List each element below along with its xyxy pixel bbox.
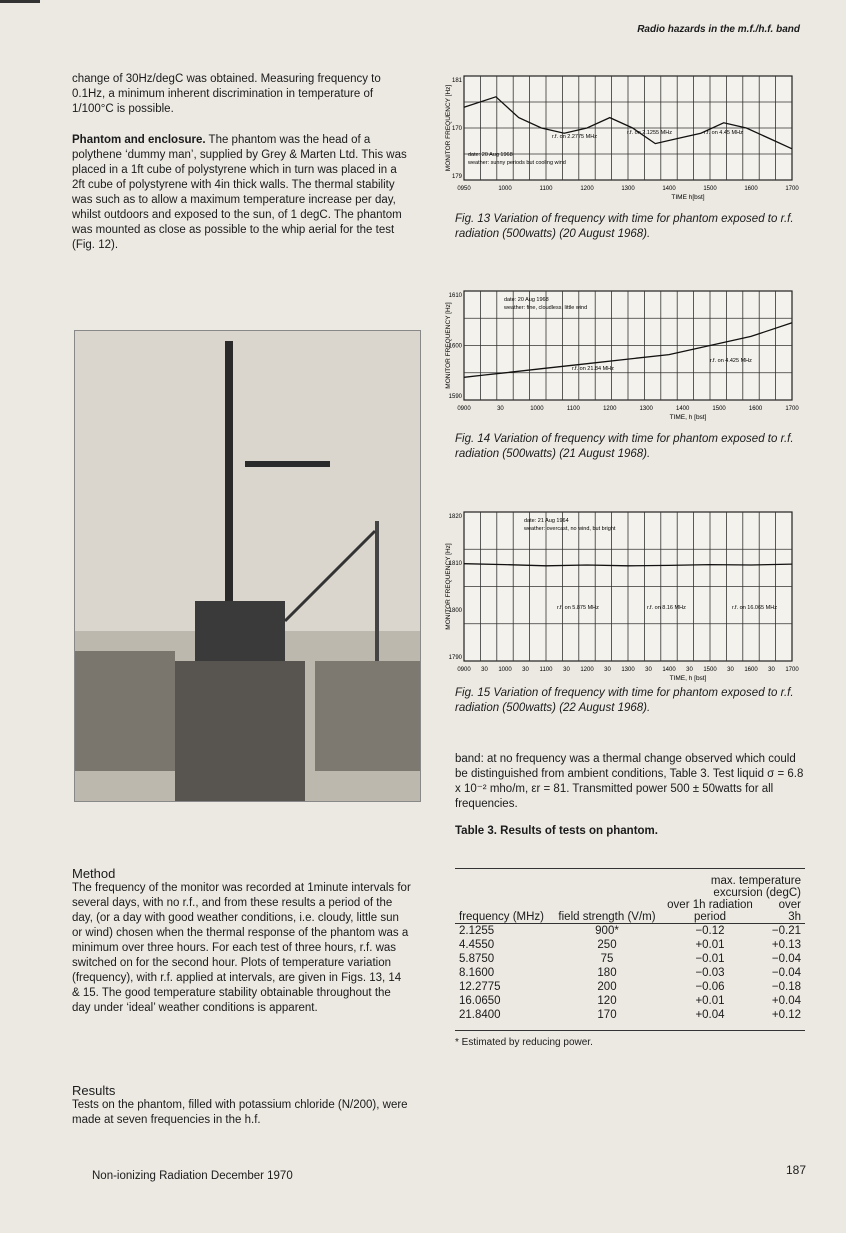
chart-annotation: r.f. on 16.065 MHz [732,605,777,611]
cell-over-1h: −0.06 [695,981,725,993]
y-tick-label: 181 [451,78,462,84]
x-axis-label: TIME, h [bst] [669,675,707,682]
cell-over-3h: +0.13 [771,939,801,951]
x-tick-label: 1500 [703,186,717,192]
phantom-text: The phantom was the head of a polythene ‘dummy man’, supplied by Grey & Marten Ltd. This was placed in a 1ft cube of polystyrene which in turn was placed in a 2ft cube of polystyrene with 4in thick walls. The thermal stability was such as to allow a maximum temperature increase per day, whilst outdoors and exposed to the sun, of 1 degC. The phantom was mounted as close as possible to the whip aerial for the test (Fig. 12). [72,134,407,251]
method-paragraph: The frequency of the monitor was recorded at 1minute intervals for several days, with no r.f., and from these results a period of the day, (or a day with good weather conditions, i.e. cloudy, little sun or wind) chosen when the thermal response of the phantom was a minimum over three hours. For each test of three hours, r.f. was switched on for the second hour. Plots of temperature variation (frequency), with r.f. applied at intervals, are given in Figs. 13, 14 & 15. The good temperature stability obtainable throughout the day under ‘ideal’ weather conditions is apparent. [72,882,411,1014]
cell-field-strength: 120 [597,995,617,1007]
y-tick-label: 1610 [448,293,462,299]
th-frequency: frequency (MHz) [459,911,544,923]
cell-frequency: 4.4550 [459,939,495,951]
x-tick-label: 1700 [785,186,799,192]
results-table [455,868,805,1022]
chart-annotation: weather: sunny periods but cooling wind [468,160,566,166]
y-tick-label: 1820 [448,514,462,520]
cell-over-3h: −0.04 [771,953,801,965]
x-tick-label: 0900 [457,406,471,412]
cell-over-3h: −0.04 [771,967,801,979]
x-tick-label: 1100 [566,406,580,412]
x-tick-label: 1000 [530,406,544,412]
chart-annotation: r.f. on 8.16 MHz [647,605,686,611]
th-over-3h: over 3h [778,899,801,923]
fig13-svg [442,72,802,202]
results-section [72,1083,412,1128]
page-footer: Non-ionizing Radiation December 1970 [92,1170,293,1182]
x-tick-label: 1400 [662,667,676,673]
method-section [72,866,412,1016]
table-title: Table 3. Results of tests on phantom. [455,825,658,837]
y-tick-label: 1790 [448,655,462,661]
fig14-caption-block [455,432,805,462]
chart-annotation: date: 20 Aug 1968 [468,152,513,158]
table-row [455,952,805,966]
band-paragraph: band: at no frequency was a thermal change observed which could be distinguished from ambient conditions, Table 3. Test liquid σ = 6.8 x 10⁻² mho/m, εr = 81. Transmitted power 500 ± 50watts for all frequencies. [455,753,804,810]
cell-over-1h: +0.01 [695,995,725,1007]
x-tick-label: 1400 [662,186,676,192]
table-footnote: * Estimated by reducing power. [455,1030,805,1050]
cell-field-strength: 200 [597,981,617,993]
x-tick-label: 30 [497,406,504,412]
fig14-chart [442,287,802,422]
chart-annotation: r.f. on 4.45 MHz [704,130,743,136]
x-tick-label: 30 [727,667,734,673]
x-tick-label: 30 [686,667,693,673]
cell-frequency: 8.1600 [459,967,495,979]
cell-field-strength: 900* [595,925,619,937]
y-tick-label: 170 [451,126,462,132]
th-over-1h: over 1h radiation period [667,899,753,923]
intro-paragraph: change of 30Hz/degC was obtained. Measuring frequency to 0.1Hz, a minimum inherent discrimination in temperature of 1/100°C is possible. [72,73,381,115]
x-tick-label: 30 [522,667,529,673]
table-block [455,868,805,1050]
cell-field-strength: 75 [600,953,614,965]
cell-frequency: 5.8750 [459,953,495,965]
x-tick-label: 0950 [457,186,471,192]
y-tick-label: 179 [451,174,462,180]
x-tick-label: 1200 [580,667,594,673]
chart-annotation: weather: overcast, no wind, but bright [524,526,616,532]
y-axis-label: MONITOR FREQUENCY [Hz] [445,302,452,389]
y-tick-label: 1600 [448,343,462,350]
x-tick-label: 1700 [785,406,799,412]
x-axis-label: TIME, h [bst] [669,414,707,421]
fig15-svg [442,508,802,683]
page-edge-mark [0,0,40,3]
x-axis-label: TIME h[bst] [671,194,705,201]
x-tick-label: 1600 [744,667,758,673]
chart-annotation: r.f. on 2.2775 MHz [552,134,597,140]
chart-annotation: date: 20 Aug 1968 [504,297,549,303]
cell-field-strength: 180 [597,967,617,979]
fig13-chart [442,72,802,202]
results-heading: Results [72,1083,116,1098]
cell-field-strength: 170 [597,1009,617,1021]
th-max-excursion: max. temperature excursion (degC) [710,875,801,899]
method-heading: Method [72,866,116,881]
cell-over-3h: −0.21 [771,925,801,937]
x-tick-label: 30 [604,667,611,673]
table-row [455,1008,805,1022]
cell-frequency: 21.8400 [459,1009,501,1021]
x-tick-label: 30 [563,667,570,673]
table-row [455,980,805,994]
cell-over-1h: −0.01 [695,953,725,965]
x-tick-label: 1700 [785,667,799,673]
chart-annotation: weather: fine, cloudless, little wind [504,305,588,311]
x-tick-label: 1500 [712,406,726,412]
x-tick-label: 1200 [580,186,594,192]
fig13-caption-block [455,212,805,242]
x-tick-label: 1000 [498,667,512,673]
x-tick-label: 1600 [744,186,758,192]
chart-annotation: r.f. on 2.1255 MHz [627,130,672,136]
cell-frequency: 2.1255 [459,925,495,937]
cell-over-1h: −0.03 [695,967,725,979]
x-tick-label: 1400 [675,406,690,412]
x-tick-label: 1300 [639,406,653,412]
band-text-block [455,752,805,839]
y-axis-label: MONITOR FREQUENCY [Hz] [445,84,452,172]
chart-annotation: r.f. on 5.875 MHz [557,605,599,611]
fig12-photo [74,330,421,802]
running-header: Radio hazards in the m.f./h.f. band [637,24,800,35]
y-axis-label: MONITOR FREQUENCY [Hz] [445,543,452,630]
cell-over-1h: −0.12 [695,925,725,937]
x-tick-label: 30 [768,667,775,673]
x-tick-label: 1100 [539,186,553,192]
x-tick-label: 30 [481,667,488,673]
x-tick-label: 1100 [539,667,553,673]
phantom-heading: Phantom and enclosure. [72,134,206,146]
table-row [455,966,805,980]
x-tick-label: 1300 [621,186,635,192]
y-tick-label: 1810 [448,561,462,567]
fig15-caption: Fig. 15 Variation of frequency with time for phantom exposed to r.f. radiation (500watts) (22 August 1968). [455,687,794,714]
cell-over-3h: +0.04 [771,995,801,1007]
x-tick-label: 30 [645,667,652,673]
table-body [455,924,805,1023]
cell-frequency: 12.2775 [459,981,501,993]
results-paragraph: Tests on the phantom, filled with potassium chloride (N/200), were made at seven frequencies in the h.f. [72,1099,408,1126]
th-field-strength: field strength (V/m) [558,911,656,923]
table-row [455,924,805,939]
cell-over-1h: +0.01 [695,939,725,951]
phantom-photo-illustration [75,331,420,801]
x-tick-label: 0900 [457,667,471,673]
fig13-caption: Fig. 13 Variation of frequency with time for phantom exposed to r.f. radiation (500watts) (20 August 1968). [455,213,794,240]
x-tick-label: 1500 [703,667,717,673]
cell-frequency: 16.0650 [459,995,501,1007]
fig14-svg [442,287,802,422]
chart-annotation: date: 21 Aug 1964 [524,518,569,524]
table-row [455,938,805,952]
cell-over-3h: −0.18 [771,981,801,993]
fig14-caption: Fig. 14 Variation of frequency with time for phantom exposed to r.f. radiation (500watts) (21 August 1968). [455,433,794,460]
cell-over-1h: +0.04 [695,1009,725,1021]
chart-annotation: r.f. on 4.425 MHz [710,358,752,364]
y-tick-label: 1800 [448,608,462,614]
y-tick-label: 1590 [448,394,462,400]
x-tick-label: 1300 [621,667,635,673]
left-column-top [72,72,412,253]
fig15-caption-block [455,686,805,716]
table-row [455,994,805,1008]
x-tick-label: 1600 [748,406,763,412]
cell-field-strength: 250 [597,939,617,951]
x-tick-label: 1000 [498,186,512,192]
page-number: 187 [786,1163,807,1177]
cell-over-3h: +0.12 [771,1009,801,1021]
fig15-chart [442,508,802,683]
phantom-paragraph [72,133,412,253]
x-tick-label: 1200 [603,406,617,412]
chart-annotation: r.f. on 21.84 MHz [572,366,614,372]
